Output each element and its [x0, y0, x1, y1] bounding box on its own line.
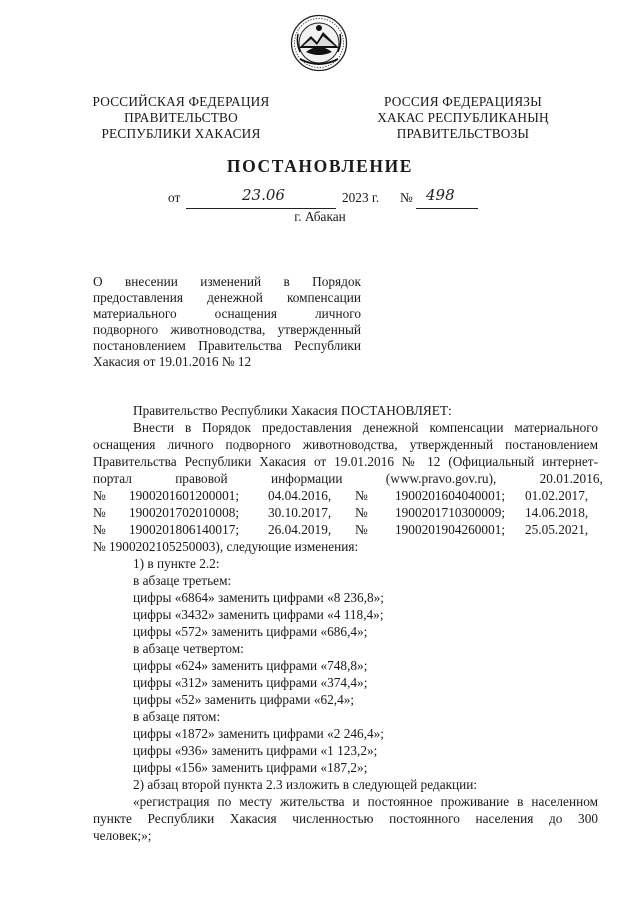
handwritten-number: 498	[426, 186, 455, 204]
date-prefix: от	[168, 190, 181, 205]
subject-line: О внесении изменений в Порядок	[93, 274, 361, 289]
registry-cell: 04.04.2016,	[268, 488, 332, 503]
number-label: №	[400, 190, 413, 205]
list-item: цифры «3432» заменить цифрами «4 118,4»;	[133, 607, 384, 622]
registry-cell: 1900201710300009;	[395, 505, 506, 520]
list-item: цифры «936» заменить цифрами «1 123,2»;	[133, 743, 378, 758]
handwritten-date: 23.06	[242, 186, 285, 204]
header-left	[70, 94, 292, 142]
list-item: цифры «624» заменить цифрами «748,8»;	[133, 658, 368, 673]
registry-cell: 14.06.2018,	[525, 505, 589, 520]
quote-line: «регистрация по месту жительства и постоянное проживание в населенном	[133, 794, 598, 809]
preamble: Правительство Республики Хакасия ПОСТАНОВЛЯЕТ:	[133, 403, 452, 418]
para1-end: № 1900202105250003), следующие изменения:	[93, 539, 359, 554]
date-year: 2023 г.	[342, 190, 380, 205]
list-item: 1) в пункте 2.2:	[133, 556, 220, 571]
list-item: в абзаце третьем:	[133, 573, 232, 588]
list-item: цифры «572» заменить цифрами «686,4»;	[133, 624, 368, 639]
para1-line: портал правовой информации (www.pravo.gov.ru), 20.01.2016,	[93, 471, 603, 486]
registry-cell: №	[93, 505, 106, 520]
header-right-line: ХАКАС РЕСПУБЛИКАНЫҢ	[377, 110, 549, 125]
registry-cell: №	[355, 488, 368, 503]
header-left-line: ПРАВИТЕЛЬСТВО	[124, 110, 238, 125]
registry-cell: 01.02.2017,	[525, 488, 589, 503]
registry-cell: №	[355, 505, 368, 520]
document-subject	[93, 274, 361, 370]
subject-line: предоставления денежной компенсации	[93, 290, 361, 305]
registry-cell: 1900201806140017;	[129, 522, 240, 537]
header-right	[346, 94, 580, 142]
list-item: в абзаце четвертом:	[133, 641, 244, 656]
subject-line: Хакасия от 19.01.2016 № 12	[93, 354, 252, 369]
list-item: цифры «156» заменить цифрами «187,2»;	[133, 760, 368, 775]
subject-line: материального оснащения личного	[93, 306, 361, 321]
list-item: цифры «6864» заменить цифрами «8 236,8»;	[133, 590, 385, 605]
registry-cell: 1900201601200001;	[129, 488, 240, 503]
quote-line: пункте Республики Хакасия численностью постоянного населения до 300	[93, 811, 598, 826]
header-right-line: РОССИЯ ФЕДЕРАЦИЯЗЫ	[384, 94, 542, 109]
city: г. Абакан	[294, 209, 346, 224]
list-item: цифры «1872» заменить цифрами «2 246,4»;	[133, 726, 385, 741]
list-item: цифры «52» заменить цифрами «62,4»;	[133, 692, 355, 707]
header-left-line: РОССИЙСКАЯ ФЕДЕРАЦИЯ	[92, 94, 270, 109]
subject-line: постановлением Правительства Республики	[93, 338, 361, 353]
registry-cell: 30.10.2017,	[268, 505, 332, 520]
list-item: 2) абзац второй пункта 2.3 изложить в следующей редакции:	[133, 777, 478, 792]
khakassia-coat-of-arms-icon	[290, 14, 348, 72]
document-title: ПОСТАНОВЛЕНИЕ	[226, 156, 414, 176]
registry-cell: №	[355, 522, 368, 537]
registry-cell: №	[93, 522, 106, 537]
subject-line: подворного животноводства, утвержденный	[93, 322, 361, 337]
registry-cell: 1900201904260001;	[395, 522, 506, 537]
list-item: цифры «312» заменить цифрами «374,4»;	[133, 675, 368, 690]
para1-line: Правительства Республики Хакасия от 19.01.2016 № 12 (Официальный интернет-	[93, 454, 598, 469]
header-right-line: ПРАВИТЕЛЬСТВОЗЫ	[396, 126, 530, 141]
registry-cell: №	[93, 488, 106, 503]
quote-line: человек;»;	[93, 828, 152, 843]
registry-cell: 1900201604040001;	[395, 488, 506, 503]
registry-cell: 1900201702010008;	[129, 505, 240, 520]
registry-cell: 25.05.2021,	[525, 522, 589, 537]
header-left-line: РЕСПУБЛИКИ ХАКАСИЯ	[101, 126, 261, 141]
list-item: в абзаце пятом:	[133, 709, 221, 724]
para1-line: оснащения личного подворного животноводства, утвержденный постановлением	[93, 437, 598, 452]
para1-line: Внести в Порядок предоставления денежной компенсации материального	[133, 420, 598, 435]
registry-cell: 26.04.2019,	[268, 522, 332, 537]
